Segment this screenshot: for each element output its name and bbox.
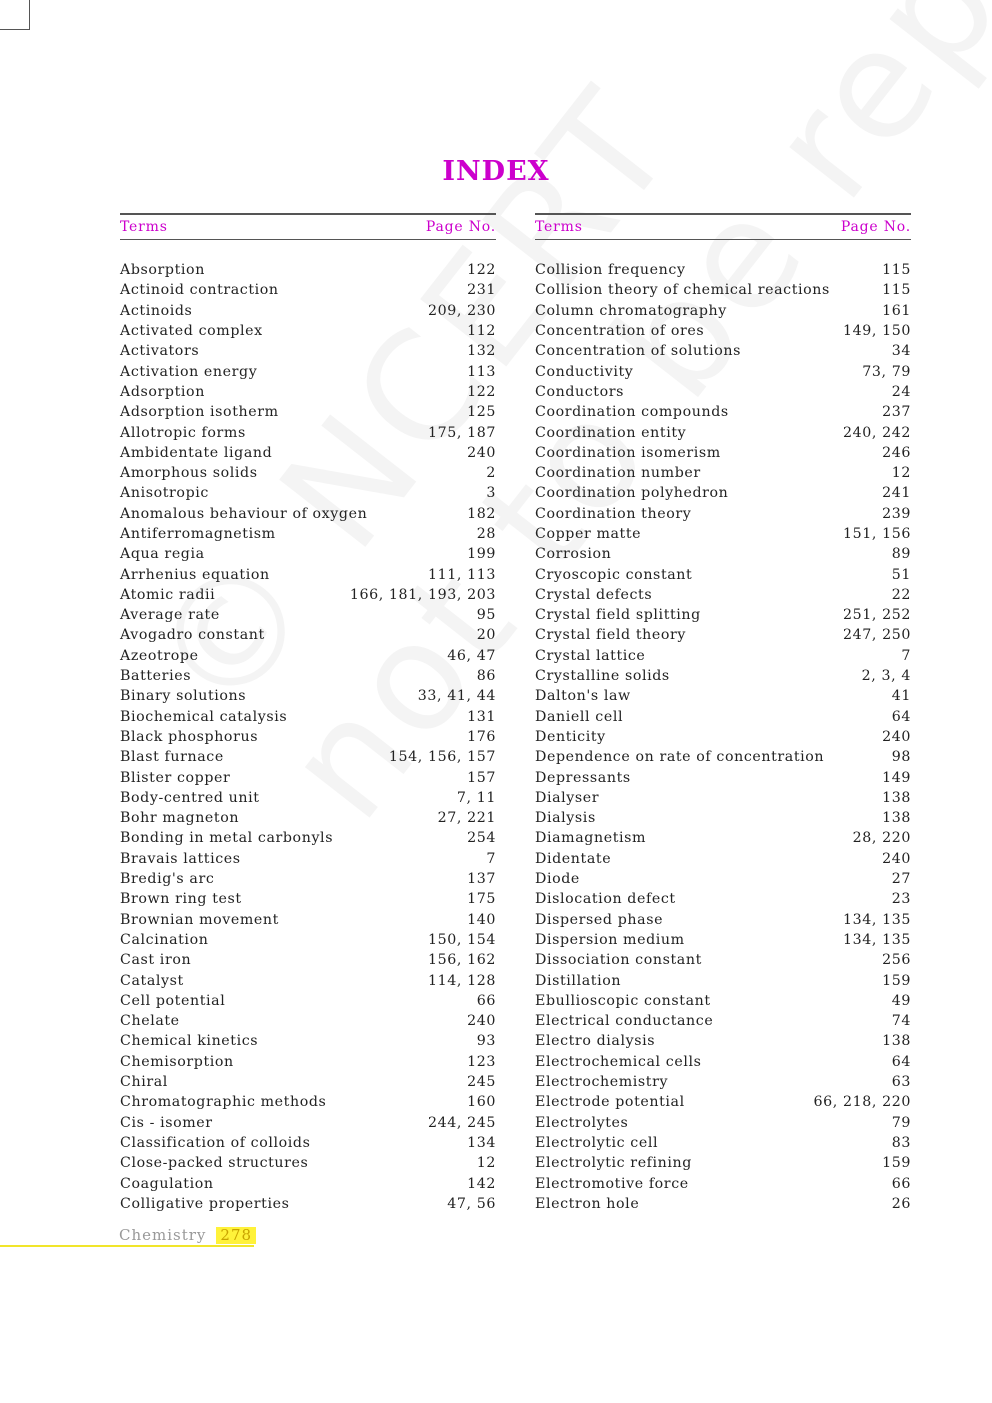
index-entry (535, 1194, 911, 1214)
index-entry (120, 828, 496, 848)
index-page-numbers: 23 (891, 891, 911, 908)
index-page-numbers: 254 (467, 830, 496, 847)
index-page-numbers: 79 (891, 1114, 911, 1131)
index-entry (535, 361, 911, 381)
index-term: Electrode potential (535, 1094, 685, 1111)
index-entry (535, 707, 911, 727)
index-term: Brown ring test (120, 891, 242, 908)
index-entry (535, 788, 911, 808)
index-page-numbers: 209, 230 (428, 302, 496, 319)
index-page-numbers: 247, 250 (843, 627, 911, 644)
index-term: Coordination number (535, 465, 701, 482)
page-footer (119, 1226, 256, 1244)
index-term: Biochemical catalysis (120, 708, 288, 725)
index-term: Dialysis (535, 810, 596, 827)
index-term: Body-centred unit (120, 789, 260, 806)
index-entry (120, 930, 496, 950)
index-entry (120, 605, 496, 625)
index-term: Electrolytic refining (535, 1155, 692, 1172)
index-entry (535, 605, 911, 625)
index-page-numbers: 244, 245 (428, 1114, 496, 1131)
index-entry (535, 564, 911, 584)
index-entry (535, 280, 911, 300)
index-entry (535, 321, 911, 341)
index-page-numbers: 256 (882, 952, 911, 969)
index-entry (535, 747, 911, 767)
index-entry (120, 869, 496, 889)
index-page-numbers: 137 (467, 871, 496, 888)
header-terms: Terms (120, 219, 168, 235)
index-entry (535, 341, 911, 361)
index-page-numbers: 20 (476, 627, 496, 644)
index-entry (120, 1194, 496, 1214)
index-term: Diode (535, 871, 580, 888)
index-page-numbers: 73, 79 (862, 363, 911, 380)
index-entry (535, 991, 911, 1011)
index-entry (120, 910, 496, 930)
index-page-numbers: 26 (891, 1195, 911, 1212)
index-term: Anomalous behaviour of oxygen (120, 505, 368, 522)
index-page-numbers: 123 (467, 1053, 496, 1070)
index-term: Bohr magneton (120, 810, 240, 827)
index-page-numbers: 112 (467, 323, 496, 340)
index-term: Crystalline solids (535, 668, 670, 685)
index-page-numbers: 138 (882, 810, 911, 827)
index-page-numbers: 2 (486, 465, 496, 482)
index-entry (535, 443, 911, 463)
index-page-numbers: 240 (467, 1013, 496, 1030)
index-term: Electrochemistry (535, 1074, 669, 1091)
index-term: Dislocation defect (535, 891, 676, 908)
index-term: Crystal lattice (535, 647, 646, 664)
index-entry (120, 361, 496, 381)
index-page-numbers: 49 (891, 992, 911, 1009)
index-page-numbers: 175 (467, 891, 496, 908)
index-term: Electron hole (535, 1195, 640, 1212)
index-page-numbers: 159 (882, 1155, 911, 1172)
index-page-numbers: 86 (476, 668, 496, 685)
index-term: Coordination polyhedron (535, 485, 729, 502)
index-page-numbers: 237 (882, 404, 911, 421)
index-page-numbers: 27 (891, 871, 911, 888)
footer-subject: Chemistry (119, 1226, 207, 1244)
index-term: Copper matte (535, 526, 642, 542)
index-entry (535, 970, 911, 990)
index-term: Anisotropic (120, 485, 209, 502)
index-term: Chromatographic methods (120, 1094, 327, 1111)
index-page-numbers: 251, 252 (843, 607, 911, 624)
index-entry (120, 463, 496, 483)
index-entry (535, 382, 911, 402)
index-term: Electrochemical cells (535, 1053, 702, 1070)
index-entry (120, 1173, 496, 1193)
index-page-numbers: 125 (467, 404, 496, 421)
index-entry (535, 402, 911, 422)
index-page-numbers: 239 (882, 505, 911, 522)
index-entry (535, 483, 911, 503)
index-term: Electrolytic cell (535, 1134, 659, 1151)
index-page-numbers: 89 (891, 546, 911, 563)
index-entry (120, 808, 496, 828)
index-term: Antiferromagnetism (120, 526, 276, 542)
index-entry (535, 504, 911, 524)
index-entry (535, 1112, 911, 1132)
index-term: Conductors (535, 383, 625, 400)
index-list-left (120, 260, 496, 1214)
index-term: Amorphous solids (120, 465, 258, 482)
index-page-numbers: 93 (476, 1033, 496, 1050)
index-entry (120, 260, 496, 280)
index-term: Ambidentate ligand (120, 444, 273, 461)
index-term: Binary solutions (120, 688, 247, 705)
index-term: Collision theory of chemical reactions (535, 282, 830, 299)
index-entry (535, 1153, 911, 1173)
index-page-numbers: 7 (901, 647, 911, 664)
index-entry (535, 808, 911, 828)
index-list-right (535, 260, 911, 1214)
index-term: Concentration of solutions (535, 343, 741, 360)
index-term: Electromotive force (535, 1175, 689, 1192)
index-page-numbers: 7 (486, 850, 496, 867)
index-entry (120, 788, 496, 808)
index-entry (535, 544, 911, 564)
index-term: Depressants (535, 769, 631, 786)
index-term: Collision frequency (535, 262, 686, 279)
index-entry (120, 544, 496, 564)
index-page-numbers: 27, 221 (437, 810, 496, 827)
index-entry (535, 869, 911, 889)
index-page-numbers: 113 (467, 363, 496, 380)
index-term: Crystal field splitting (535, 607, 701, 624)
index-entry (120, 341, 496, 361)
index-entry (120, 727, 496, 747)
index-entry (120, 625, 496, 645)
index-term: Diamagnetism (535, 830, 647, 847)
index-page-numbers: 41 (891, 688, 911, 705)
index-entry (120, 524, 496, 544)
index-entry (120, 767, 496, 787)
index-page-numbers: 66 (476, 992, 496, 1009)
index-term: Chiral (120, 1074, 168, 1091)
index-term: Azeotrope (120, 647, 199, 664)
index-term: Blast furnace (120, 749, 224, 766)
index-term: Absorption (120, 262, 205, 279)
index-page-numbers: 132 (467, 343, 496, 360)
index-page-numbers: 66 (891, 1175, 911, 1192)
index-term: Dalton's law (535, 688, 631, 705)
index-page-numbers: 24 (891, 383, 911, 400)
index-term: Column chromatography (535, 302, 727, 319)
index-page-numbers: 114, 128 (428, 972, 496, 989)
index-entry (120, 646, 496, 666)
index-entry (120, 443, 496, 463)
footer-rule (0, 1245, 254, 1247)
index-term: Distillation (535, 972, 622, 989)
index-page-numbers: 122 (467, 383, 496, 400)
index-entry (120, 1153, 496, 1173)
index-page-numbers: 12 (891, 465, 911, 482)
index-page-numbers: 64 (891, 708, 911, 725)
footer-page-number: 278 (216, 1227, 256, 1244)
index-entry (535, 646, 911, 666)
index-term: Bonding in metal carbonyls (120, 830, 334, 847)
index-entry (120, 970, 496, 990)
crop-mark-horizontal (0, 29, 30, 30)
index-term: Chelate (120, 1013, 180, 1030)
index-entry (535, 301, 911, 321)
index-term: Adsorption isotherm (120, 404, 279, 421)
index-term: Daniell cell (535, 708, 624, 725)
index-term: Activated complex (120, 323, 263, 340)
index-term: Dispersed phase (535, 911, 664, 928)
index-entry (120, 1112, 496, 1132)
index-entry (120, 1052, 496, 1072)
index-entry (120, 301, 496, 321)
index-term: Activators (120, 343, 200, 360)
index-entry (535, 1072, 911, 1092)
index-entry (535, 1011, 911, 1031)
index-page-numbers: 154, 156, 157 (388, 749, 496, 766)
page-title: INDEX (442, 156, 550, 187)
index-entry (120, 382, 496, 402)
index-page-numbers: 115 (882, 262, 911, 279)
index-page-numbers: 111, 113 (428, 566, 496, 583)
index-entry (535, 422, 911, 442)
index-entry (535, 1173, 911, 1193)
index-page-numbers: 245 (467, 1074, 496, 1091)
index-page-numbers: 159 (882, 972, 911, 989)
column-header-right (535, 213, 911, 240)
index-page-numbers: 134, 135 (843, 911, 911, 928)
index-entry (535, 930, 911, 950)
index-page-numbers: 156, 162 (428, 952, 496, 969)
index-term: Cryoscopic constant (535, 566, 693, 583)
index-entry (120, 402, 496, 422)
index-page-numbers: 134, 135 (843, 931, 911, 948)
index-page-numbers: 138 (882, 789, 911, 806)
index-term: Colligative properties (120, 1195, 290, 1212)
index-entry (535, 849, 911, 869)
index-term: Atomic radii (120, 586, 216, 603)
index-term: Coordination isomerism (535, 444, 721, 461)
crop-mark-vertical (29, 0, 30, 30)
index-entry (120, 1092, 496, 1112)
index-page-numbers: 66, 218, 220 (813, 1094, 911, 1111)
index-page-numbers: 22 (891, 586, 911, 603)
index-page-numbers: 241 (882, 485, 911, 502)
index-page-numbers: 240, 242 (843, 424, 911, 441)
index-page-numbers: 34 (891, 343, 911, 360)
index-term: Classification of colloids (120, 1134, 311, 1151)
index-term: Adsorption (120, 383, 205, 400)
index-page-numbers: 240 (882, 850, 911, 867)
index-entry (120, 1133, 496, 1153)
index-page-numbers: 175, 187 (428, 424, 496, 441)
index-entry (535, 1133, 911, 1153)
index-page-numbers: 98 (891, 749, 911, 766)
index-term: Coagulation (120, 1175, 214, 1192)
index-term: Actinoid contraction (120, 282, 279, 299)
index-page-numbers: 3 (486, 485, 496, 502)
index-entry (535, 1031, 911, 1051)
index-term: Activation energy (120, 363, 258, 380)
column-header-left (120, 213, 496, 240)
index-entry (120, 686, 496, 706)
index-term: Coordination theory (535, 505, 692, 522)
index-entry (535, 1052, 911, 1072)
index-term: Aqua regia (120, 546, 205, 563)
index-page-numbers: 157 (467, 769, 496, 786)
index-term: Electrical conductance (535, 1013, 714, 1030)
index-entry (120, 1011, 496, 1031)
index-page-numbers: 12 (476, 1155, 496, 1172)
index-entry (535, 910, 911, 930)
index-term: Close-packed structures (120, 1155, 309, 1172)
index-page-numbers: 46, 47 (447, 647, 496, 664)
index-term: Dissociation constant (535, 952, 702, 969)
index-page-numbers: 240 (467, 444, 496, 461)
index-page-numbers: 83 (891, 1134, 911, 1151)
index-page-numbers: 134 (467, 1134, 496, 1151)
index-term: Didentate (535, 850, 612, 867)
index-entry (120, 1072, 496, 1092)
index-page-numbers: 246 (882, 444, 911, 461)
index-page-numbers: 63 (891, 1074, 911, 1091)
index-page-numbers: 150, 154 (428, 931, 496, 948)
index-page-numbers: 161 (882, 302, 911, 319)
index-term: Concentration of ores (535, 323, 705, 340)
index-page-numbers: 160 (467, 1094, 496, 1111)
index-entry (535, 666, 911, 686)
index-entry (120, 747, 496, 767)
index-term: Calcination (120, 931, 209, 948)
index-entry (120, 707, 496, 727)
index-term: Brownian movement (120, 911, 279, 928)
index-term: Crystal defects (535, 586, 653, 603)
index-term: Catalyst (120, 972, 184, 989)
index-entry (120, 889, 496, 909)
index-term: Black phosphorus (120, 728, 259, 745)
index-page-numbers: 122 (467, 262, 496, 279)
index-entry (120, 1031, 496, 1051)
index-page-numbers: 2, 3, 4 (861, 668, 911, 685)
index-entry (535, 463, 911, 483)
index-entry (535, 727, 911, 747)
index-term: Blister copper (120, 769, 231, 786)
index-term: Avogadro constant (120, 627, 265, 644)
index-entry (120, 504, 496, 524)
index-entry (535, 889, 911, 909)
index-term: Dialyser (535, 789, 600, 806)
index-page-numbers: 95 (476, 607, 496, 624)
index-term: Denticity (535, 728, 606, 745)
index-page-numbers: 33, 41, 44 (417, 688, 496, 705)
index-page-numbers: 115 (882, 282, 911, 299)
index-entry (535, 767, 911, 787)
index-page-numbers: 231 (467, 282, 496, 299)
index-entry (535, 524, 911, 544)
index-term: Electro dialysis (535, 1033, 656, 1050)
header-terms: Terms (535, 219, 583, 235)
index-page-numbers: 51 (891, 566, 911, 583)
index-page-numbers: 7, 11 (456, 789, 496, 806)
index-term: Conductivity (535, 363, 634, 380)
index-term: Actinoids (120, 302, 193, 319)
index-entry (535, 1092, 911, 1112)
index-entry (535, 625, 911, 645)
index-term: Crystal field theory (535, 627, 687, 644)
index-term: Arrhenius equation (120, 566, 270, 583)
index-page-numbers: 166, 181, 193, 203 (349, 586, 496, 603)
index-term: Cell potential (120, 992, 226, 1009)
index-column-right (535, 213, 911, 1214)
index-term: Bredig's arc (120, 871, 215, 888)
index-term: Corrosion (535, 546, 612, 563)
index-page-numbers: 28, 220 (852, 830, 911, 847)
index-entry (120, 585, 496, 605)
index-page-numbers: 240 (882, 728, 911, 745)
index-term: Ebullioscopic constant (535, 992, 711, 1009)
index-term: Average rate (120, 607, 220, 624)
index-term: Chemical kinetics (120, 1033, 259, 1050)
index-page-numbers: 149 (882, 769, 911, 786)
index-term: Bravais lattices (120, 850, 241, 867)
index-page-numbers: 182 (467, 505, 496, 522)
header-page-no: Page No. (425, 219, 496, 235)
index-page-numbers: 28 (476, 526, 496, 542)
index-page-numbers: 140 (467, 911, 496, 928)
index-page-numbers: 131 (467, 708, 496, 725)
index-page-numbers: 199 (467, 546, 496, 563)
index-page-numbers: 74 (891, 1013, 911, 1030)
index-term: Chemisorption (120, 1053, 234, 1070)
index-column-left (120, 213, 496, 1214)
index-entry (120, 564, 496, 584)
index-term: Cast iron (120, 952, 192, 969)
index-term: Batteries (120, 668, 192, 685)
index-term: Dependence on rate of concentration (535, 749, 825, 766)
index-term: Coordination entity (535, 424, 687, 441)
index-page-numbers: 138 (882, 1033, 911, 1050)
index-entry (535, 950, 911, 970)
index-entry (535, 260, 911, 280)
index-entry (120, 666, 496, 686)
index-entry (120, 280, 496, 300)
index-page-numbers: 151, 156 (843, 526, 911, 542)
index-term: Allotropic forms (120, 424, 246, 441)
index-entry (120, 422, 496, 442)
index-page-numbers: 149, 150 (843, 323, 911, 340)
index-term: Dispersion medium (535, 931, 685, 948)
index-entry (120, 950, 496, 970)
index-entry (535, 828, 911, 848)
index-entry (535, 686, 911, 706)
index-entry (120, 991, 496, 1011)
index-entry (120, 321, 496, 341)
index-entry (120, 483, 496, 503)
header-page-no: Page No. (840, 219, 911, 235)
index-term: Electrolytes (535, 1114, 629, 1131)
index-page-numbers: 64 (891, 1053, 911, 1070)
index-page-numbers: 47, 56 (447, 1195, 496, 1212)
index-entry (120, 849, 496, 869)
index-term: Cis - isomer (120, 1114, 213, 1131)
index-entry (535, 585, 911, 605)
index-page-numbers: 176 (467, 728, 496, 745)
index-term: Coordination compounds (535, 404, 729, 421)
index-page-numbers: 142 (467, 1175, 496, 1192)
